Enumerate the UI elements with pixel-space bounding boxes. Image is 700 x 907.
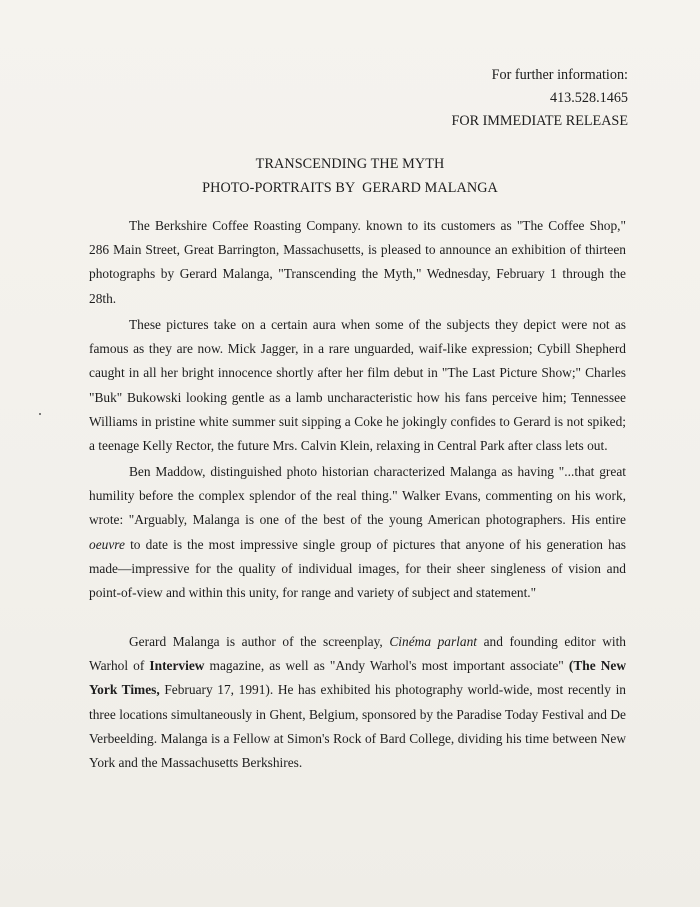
bold-nyt: (The New York Times, (89, 658, 627, 698)
paragraph-text (89, 630, 626, 775)
paragraph-subjects (89, 313, 626, 458)
text-run: Ben Maddow, distinguished photo historian characterized Malanga as having "...that great humility before the complex splendor of the real thing." Walker Evans, commenting on his work, wrote: "Arguably, Malanga is one of the best of the young American photographers. His entire (89, 464, 626, 528)
contact-block (451, 64, 628, 133)
text-run: to date is the most impressive single group of pictures that anyone of his generation has made—impressive for the quality of individual images, for their sheer singleness of vision and point-of-view and within this unity, for range and variety of subject and statement." (89, 536, 626, 601)
paragraph-biography (89, 630, 626, 775)
text-run: February 17, 1991). He has exhibited his photography world-wide, most recently in three locations simultaneously in Ghent, Belgium, sponsored by the Paradise Today Festival and De Verbeelding. Malanga is a Fellow at Simon's Rock of Bard College, dividing his time between New York and the Massachusetts Berkshires. (89, 682, 626, 771)
paragraph-text (89, 460, 626, 605)
paragraph-text: These pictures take on a certain aura when some of the subjects they depict were not as famous as they are now. Mick Jagger, in a rare unguarded, waif-like expression; Cybill Shepherd caught in all her bright innocence shortly after her film debut in "The Last Picture Show;" Charles "Buk" Bukowski looking gentle as a lamb uncharacteristic how his fans perceive him; Tennessee Williams in pristine white summer suit sipping a Coke he jokingly confides to Gerard is not spiked; a teenage Kelly Rector, the future Mrs. Calvin Klein, relaxing in Central Park after class lets out. (89, 317, 626, 454)
text-run: Gerard Malanga is author of the screenplay, (129, 634, 390, 649)
paragraph-critics (89, 460, 626, 605)
title-line-2: PHOTO-PORTRAITS BY GERARD MALANGA (202, 180, 498, 196)
paragraph-announcement (89, 214, 626, 311)
paragraph-text: The Berkshire Coffee Roasting Company. known to its customers as "The Coffee Shop," 286 Main Street, Great Barrington, Massachusetts, is pleased to announce an exhibition of thirteen photographs by Gerard Malanga, "Transcending the Myth," Wednesday, February 1 through the 28th. (89, 218, 626, 306)
document-title (0, 152, 700, 200)
contact-info-label: For further information: (491, 67, 628, 83)
title-line-1: TRANSCENDING THE MYTH (255, 156, 445, 172)
contact-phone: 413.528.1465 (549, 90, 628, 106)
italic-oeuvre: oeuvre (89, 536, 125, 552)
text-run: and founding editor with Warhol of (89, 634, 626, 674)
release-label: FOR IMMEDIATE RELEASE (451, 113, 628, 129)
paper-speck (39, 413, 41, 415)
text-run: magazine, as well as "Andy Warhol's most important associate" (204, 658, 569, 674)
italic-screenplay-title: Cinéma parlant (389, 634, 478, 649)
bold-interview: Interview (149, 658, 205, 674)
